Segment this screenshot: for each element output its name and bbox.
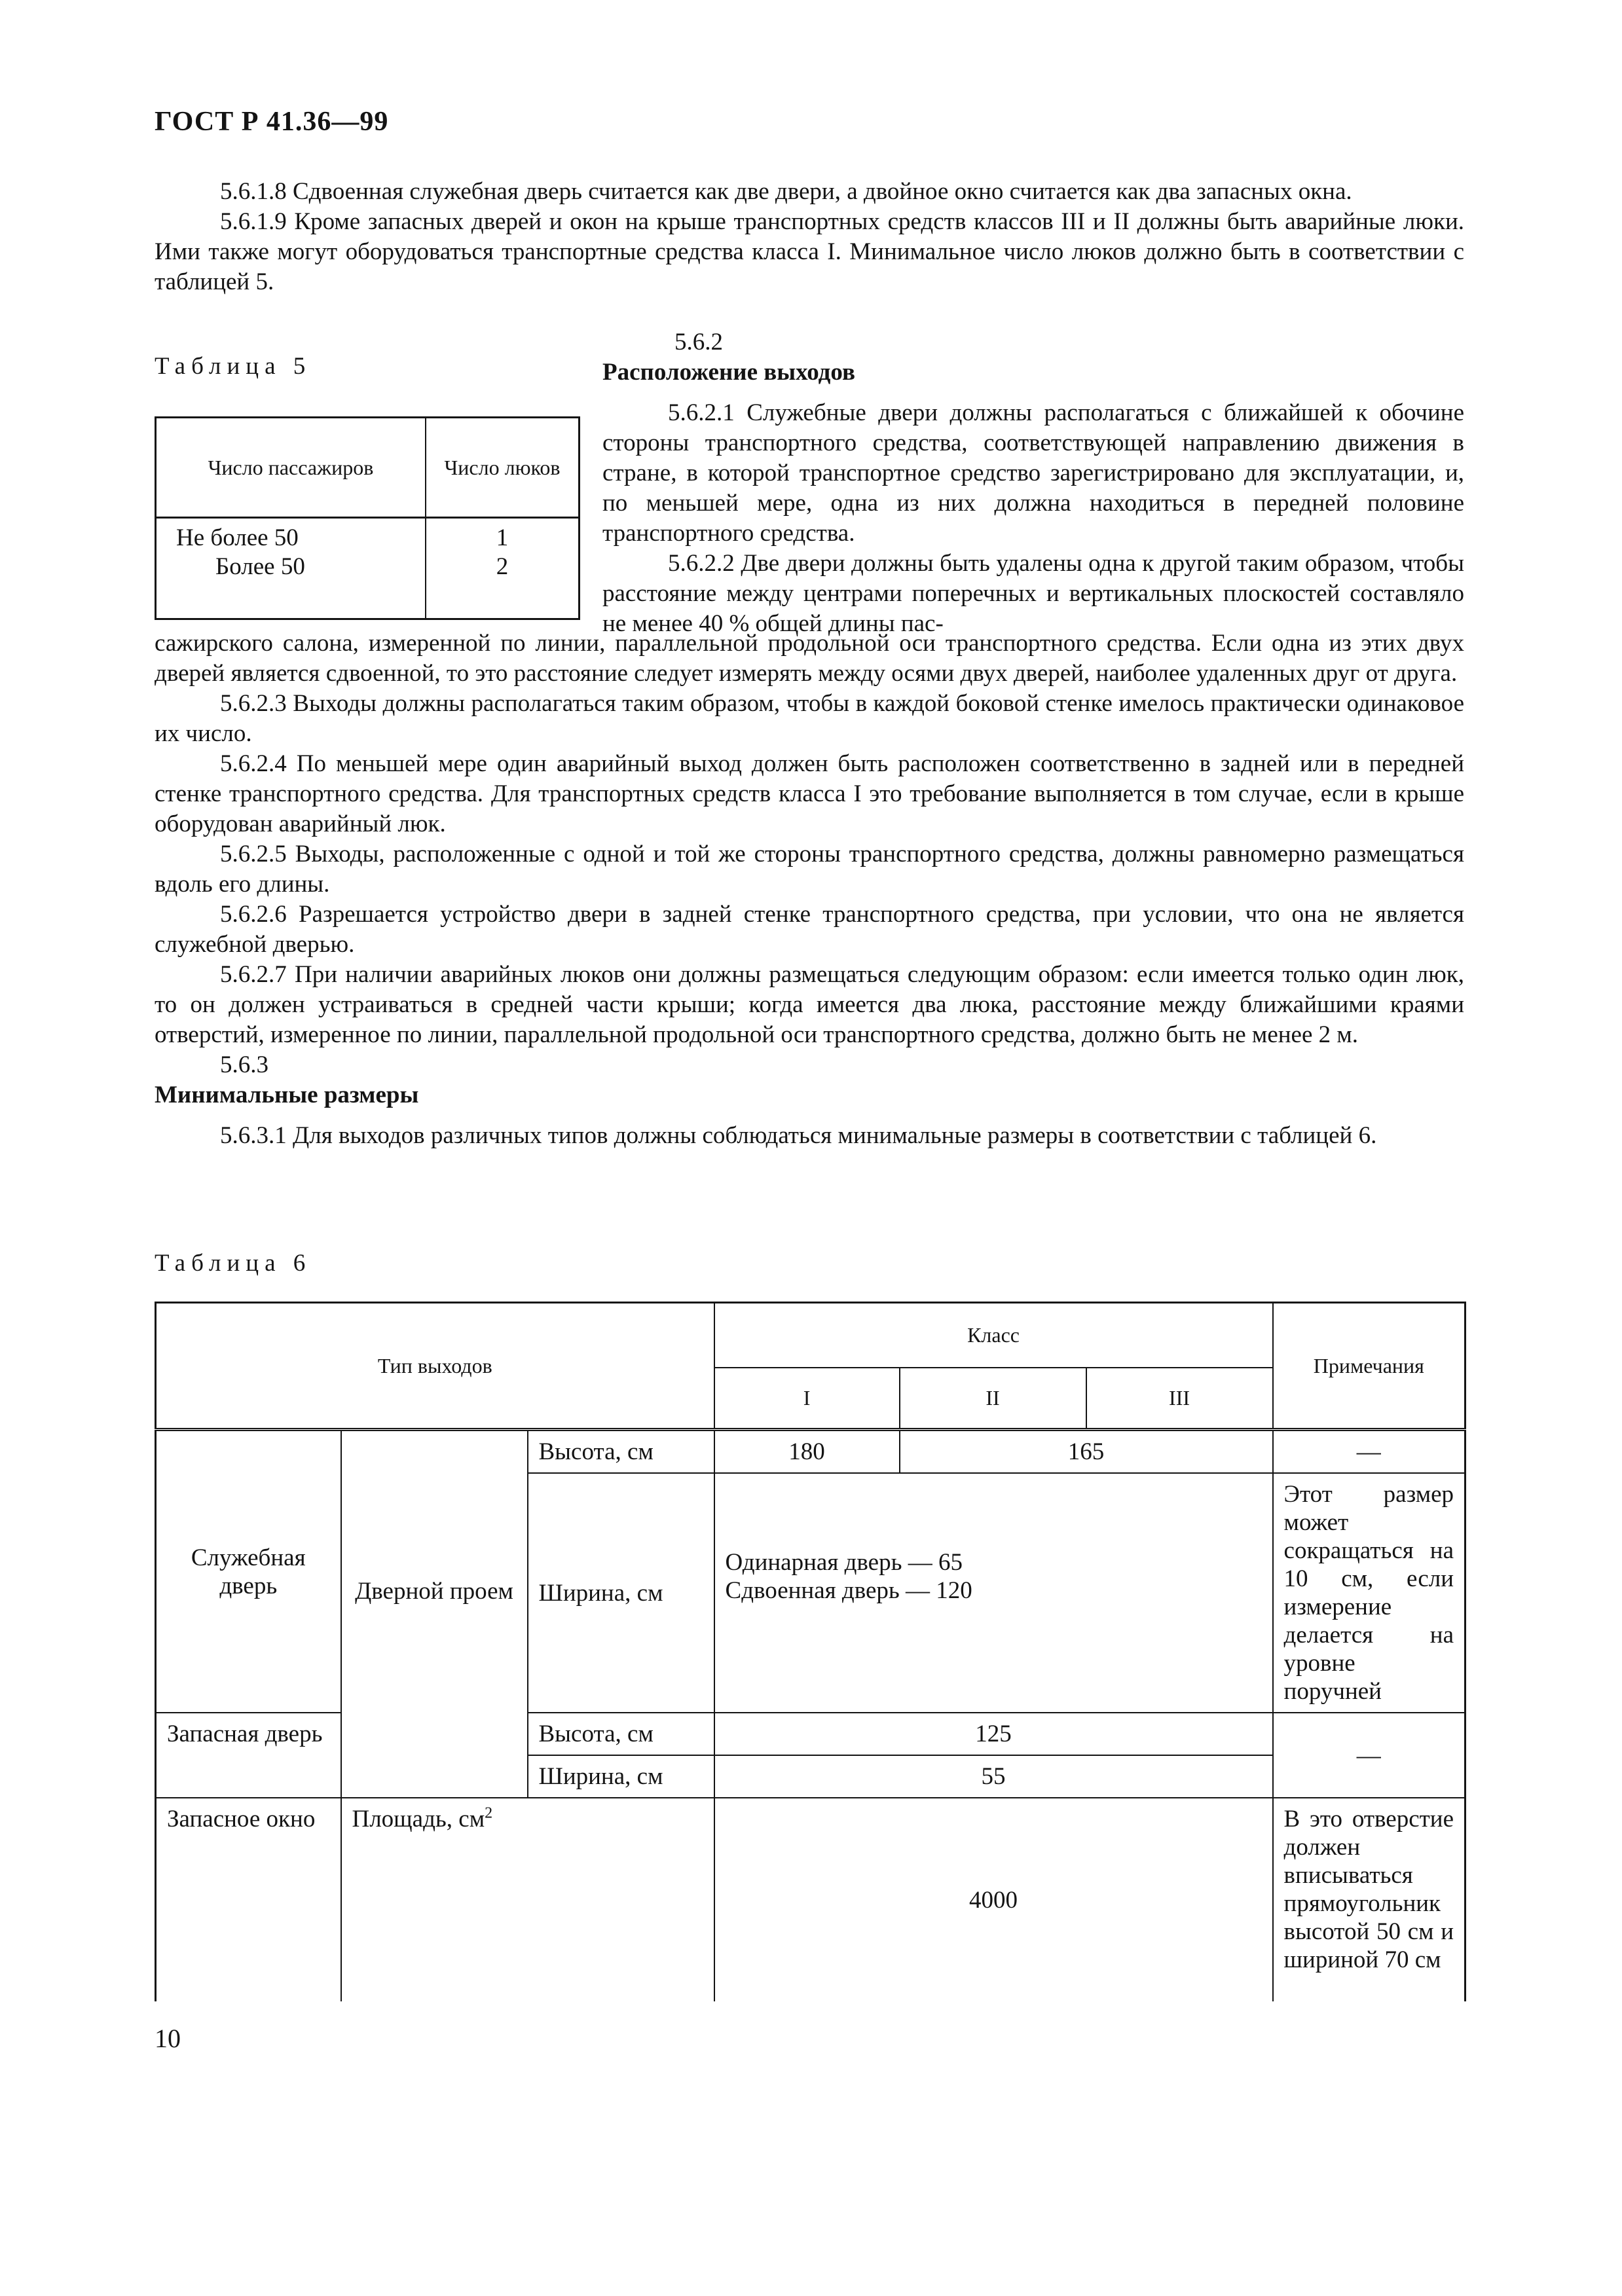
table6-emergency-window-area-value: 4000 bbox=[714, 1798, 1273, 2001]
paragraph-5-6-2-5: 5.6.2.5 Выходы, расположенные с одной и той же стороны транспортного средства, должны равномерно размещаться вдоль его длины. bbox=[155, 841, 1464, 898]
table6-service-door-width-values bbox=[714, 1473, 1273, 1713]
table6-area-label bbox=[341, 1798, 714, 2001]
table5-col-hatches-header: Число люков bbox=[426, 418, 580, 518]
paragraphs-top bbox=[155, 177, 1464, 297]
paragraph-5-6-2-3: 5.6.2.3 Выходы должны располагаться таким образом, чтобы в каждой боковой стенке имелось практически одинаковое их число. bbox=[155, 690, 1464, 747]
table6-service-door-width-note: Этот размер может сокращаться на 10 см, если измерение делается на уровне поручней bbox=[1273, 1473, 1465, 1713]
table6-emergency-door-height-label: Высота, см bbox=[528, 1713, 714, 1755]
paragraphs-bottom bbox=[155, 629, 1464, 1151]
table-5 bbox=[155, 416, 580, 620]
table6-service-door-height-note: — bbox=[1273, 1430, 1465, 1474]
table-6 bbox=[155, 1302, 1466, 2001]
section-title-5-6-3: Минимальные размеры bbox=[155, 1082, 419, 1108]
table6-service-door-height-class-II-III: 165 bbox=[900, 1430, 1273, 1474]
table6-emergency-window: Запасное окно bbox=[156, 1798, 341, 2001]
table6-single-door-width: Одинарная дверь — 65 bbox=[725, 1549, 963, 1576]
section-heading-5-6-3 bbox=[155, 1050, 1464, 1080]
table5-row-1-passengers: Не более 50 bbox=[156, 518, 426, 553]
table6-area-label-text: Площадь, см bbox=[352, 1806, 485, 1832]
page-number: 10 bbox=[155, 2024, 181, 2053]
section-5-6-2-column bbox=[602, 327, 1464, 639]
table6-header-class-II: II bbox=[900, 1368, 1086, 1429]
paragraph-5-6-1-8: 5.6.1.8 Сдвоенная служебная дверь считается как две двери, а двойное окно считается как два запасных окна. bbox=[220, 178, 1352, 205]
table5-row-1-hatches: 1 bbox=[426, 518, 580, 553]
paragraph-5-6-2-2-start: 5.6.2.2 Две двери должны быть удалены одна к другой таким образом, чтобы расстояние между центрами поперечных и вертикальных плоскостей составляло не менее 40 % общей длины пас- bbox=[602, 550, 1464, 637]
paragraph-5-6-2-4: 5.6.2.4 По меньшей мере один аварийный выход должен быть расположен соответственно в задней или в передней стенке транспортного средства. Для транспортных средств класса I это требование выполняется в том случае, если в крыше оборудован аварийный люк. bbox=[155, 750, 1464, 837]
table6-header-class-III: III bbox=[1086, 1368, 1273, 1429]
table6-area-unit-superscript: 2 bbox=[485, 1804, 493, 1822]
paragraph-5-6-1-9: 5.6.1.9 Кроме запасных дверей и окон на крыше транспортных средств классов III и II должны быть аварийные люки. Ими также могут оборудоваться транспортные средства класса I. Минимальное число люков должно быть в соответствии с таблицей 5. bbox=[155, 208, 1464, 295]
table6-emergency-door-note: — bbox=[1273, 1713, 1465, 1798]
table6-service-door-width-label: Ширина, см bbox=[528, 1473, 714, 1713]
table6-emergency-door-width-value: 55 bbox=[714, 1755, 1273, 1798]
paragraph-5-6-2-6: 5.6.2.6 Разрешается устройство двери в задней стенке транспортного средства, при условии, что она не является служебной дверью. bbox=[155, 901, 1464, 958]
table5-caption: Таблица 5 bbox=[155, 353, 312, 380]
table6-service-door: Служебная дверь bbox=[156, 1430, 341, 1713]
table6-service-door-height-class-I: 180 bbox=[714, 1430, 900, 1474]
document-header: ГОСТ Р 41.36—99 bbox=[155, 107, 389, 137]
table6-emergency-door-width-label: Ширина, см bbox=[528, 1755, 714, 1798]
table5-row-2-passengers: Более 50 bbox=[156, 553, 426, 619]
paragraph-5-6-2-1: 5.6.2.1 Служебные двери должны располагаться с ближайшей к обочине стороны транспортного средства, соответствующей направлению движения в стране, в которой транспортное средство зарегистрировано для эксплуатации, и, по меньшей мере, одна из них должна находиться в передней половине транспортного средства. bbox=[602, 399, 1464, 547]
section-number-5-6-2: 5.6.2 bbox=[674, 329, 723, 355]
table6-header-class: Класс bbox=[714, 1303, 1273, 1368]
table6-caption: Таблица 6 bbox=[155, 1250, 312, 1277]
paragraph-5-6-3-1: 5.6.3.1 Для выходов различных типов должны соблюдаться минимальные размеры в соответствии с таблицей 6. bbox=[220, 1122, 1377, 1149]
table6-emergency-door-height-value: 125 bbox=[714, 1713, 1273, 1755]
table5-col-passengers-header: Число пассажиров bbox=[156, 418, 426, 518]
table6-double-door-width: Сдвоенная дверь — 120 bbox=[725, 1577, 972, 1604]
section-heading-5-6-2 bbox=[602, 327, 1464, 357]
table5-row-2-hatches: 2 bbox=[426, 553, 580, 619]
table6-emergency-window-note: В это отверстие должен вписываться прямоугольник высотой 50 см и шириной 70 см bbox=[1273, 1798, 1465, 2001]
table6-header-notes: Примечания bbox=[1273, 1303, 1465, 1430]
paragraph-5-6-2-2-end: сажирского салона, измеренной по линии, параллельной продольной оси транспортного средства. Если одна из этих двух дверей является сдвоенной, то это расстояние следует измерять между осями двух дверей, наиболее удаленных друг от друга. bbox=[155, 630, 1464, 687]
table6-door-opening: Дверной проем bbox=[341, 1430, 528, 1798]
table6-service-door-height-label: Высота, см bbox=[528, 1430, 714, 1474]
table6-header-exit-type: Тип выходов bbox=[156, 1303, 714, 1430]
section-number-5-6-3: 5.6.3 bbox=[220, 1051, 268, 1078]
paragraph-5-6-2-7: 5.6.2.7 При наличии аварийных люков они должны размещаться следующим образом: если имеется только один люк, то он должен устраиваться в средней части крыши; когда имеется два люка, расстояние между ближайшими краями отверстий, измеренное по линии, параллельной продольной оси транспортного средства, должно быть не менее 2 м. bbox=[155, 961, 1464, 1048]
table6-emergency-door: Запасная дверь bbox=[156, 1713, 341, 1798]
section-title-5-6-2: Расположение выходов bbox=[602, 359, 855, 386]
table6-header-class-I: I bbox=[714, 1368, 900, 1429]
